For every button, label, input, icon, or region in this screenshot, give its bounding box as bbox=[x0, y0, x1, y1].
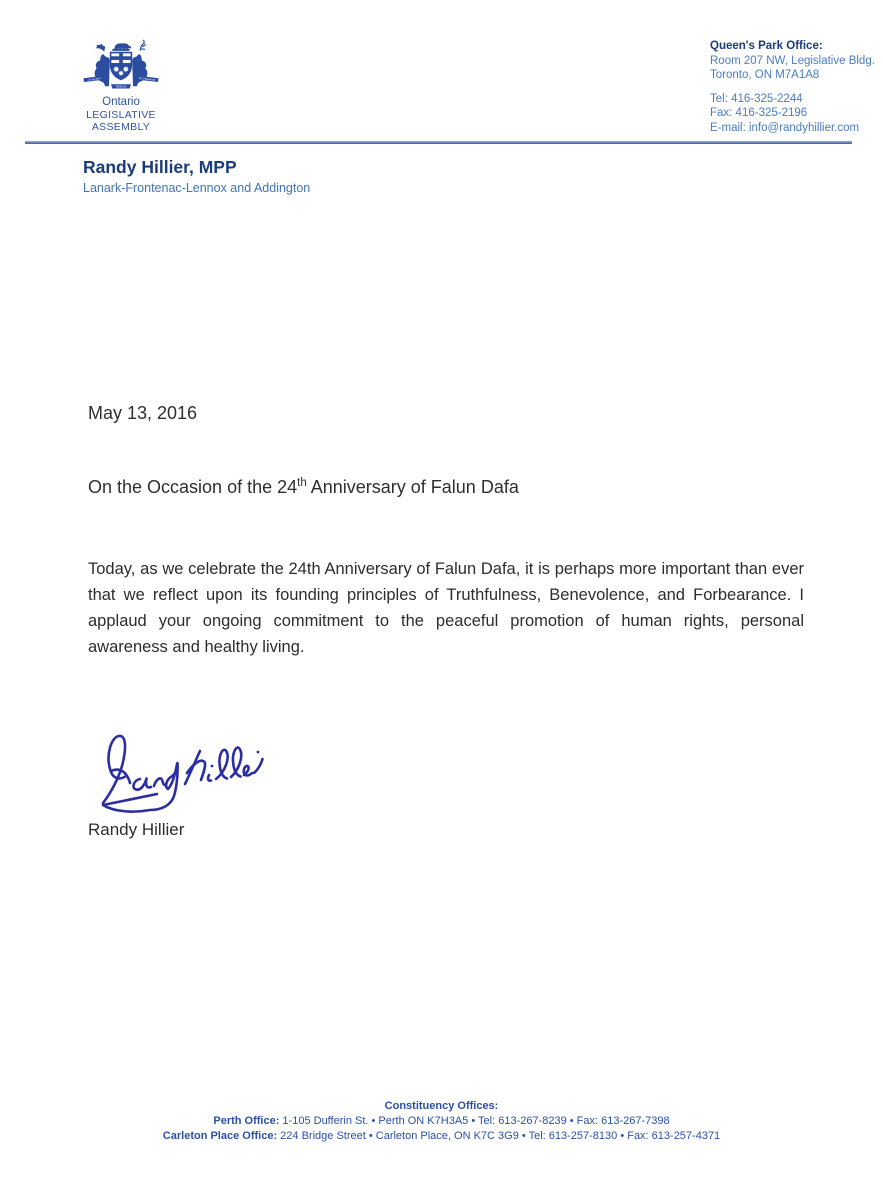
office-address-line2: Toronto, ON M7A1A8 bbox=[710, 69, 820, 81]
office-fax: Fax: 416-325-2196 bbox=[710, 107, 808, 119]
ontario-legislative-assembly-logo bbox=[78, 38, 164, 133]
footer-perth-details: 1-105 Dufferin St. • Perth ON K7H3A5 • Tel: 613-267-8239 • Fax: 613-267-7398 bbox=[279, 1115, 670, 1127]
office-address-line1: Room 207 NW, Legislative Bldg. bbox=[710, 54, 875, 67]
footer-title: Constituency Offices: bbox=[384, 1100, 499, 1112]
signatory-name: Randy Hillier bbox=[88, 820, 185, 839]
letter-subject bbox=[88, 477, 519, 498]
logo-assembly-line1: LEGISLATIVE bbox=[86, 109, 156, 121]
member-riding: Lanark-Frontenac-Lennox and Addington bbox=[83, 181, 311, 195]
queens-park-office-block bbox=[710, 39, 875, 135]
deer-antlers bbox=[140, 40, 145, 50]
logo-assembly-label bbox=[78, 109, 164, 133]
subject-suffix: Anniversary of Falun Dafa bbox=[306, 477, 519, 497]
logo-ontario-label: Ontario bbox=[102, 96, 140, 108]
subject-prefix: On the Occasion of the 24 bbox=[88, 477, 298, 497]
footer-carleton-office bbox=[0, 1129, 883, 1144]
letter-date: May 13, 2016 bbox=[88, 403, 198, 423]
footer-perth-label: Perth Office: bbox=[213, 1115, 280, 1127]
ontario-coat-of-arms-icon bbox=[81, 38, 161, 96]
handwritten-signature bbox=[90, 722, 265, 817]
subject-ordinal: th bbox=[297, 477, 307, 489]
motto-bottom: FIDELIS bbox=[115, 85, 127, 89]
logo-assembly-line2: ASSEMBLY bbox=[91, 121, 151, 133]
footer-perth-office bbox=[0, 1114, 883, 1129]
footer-carleton-label: Carleton Place Office: bbox=[162, 1130, 278, 1142]
office-spacer bbox=[710, 83, 875, 92]
letter-body: Today, as we celebrate the 24th Anniversary of Falun Dafa, it is perhaps more important than ever that we reflect upon its founding principles of Truthfulness, Benevolence, and Forbearance. I applaud your ongoing commitment to the peaceful promotion of human rights, personal awareness and healthy living. bbox=[88, 560, 804, 656]
member-block bbox=[83, 157, 310, 195]
office-title: Queen's Park Office: bbox=[710, 40, 823, 52]
office-email: E-mail: info@randyhillier.com bbox=[710, 121, 860, 134]
footer-constituency-offices bbox=[0, 1099, 883, 1144]
letterhead-divider bbox=[25, 141, 852, 144]
member-name: Randy Hillier, MPP bbox=[83, 157, 237, 177]
deer-supporter bbox=[132, 54, 147, 86]
office-tel: Tel: 416-325-2244 bbox=[710, 92, 803, 105]
motto-right: SIC PERMANET bbox=[138, 77, 156, 82]
footer-carleton-details: 224 Bridge Street • Carleton Place, ON K7C 3G9 • Tel: 613-257-8130 • Fax: 613-257-4371 bbox=[277, 1130, 721, 1142]
motto-left: UT INCEPIT bbox=[88, 78, 102, 82]
